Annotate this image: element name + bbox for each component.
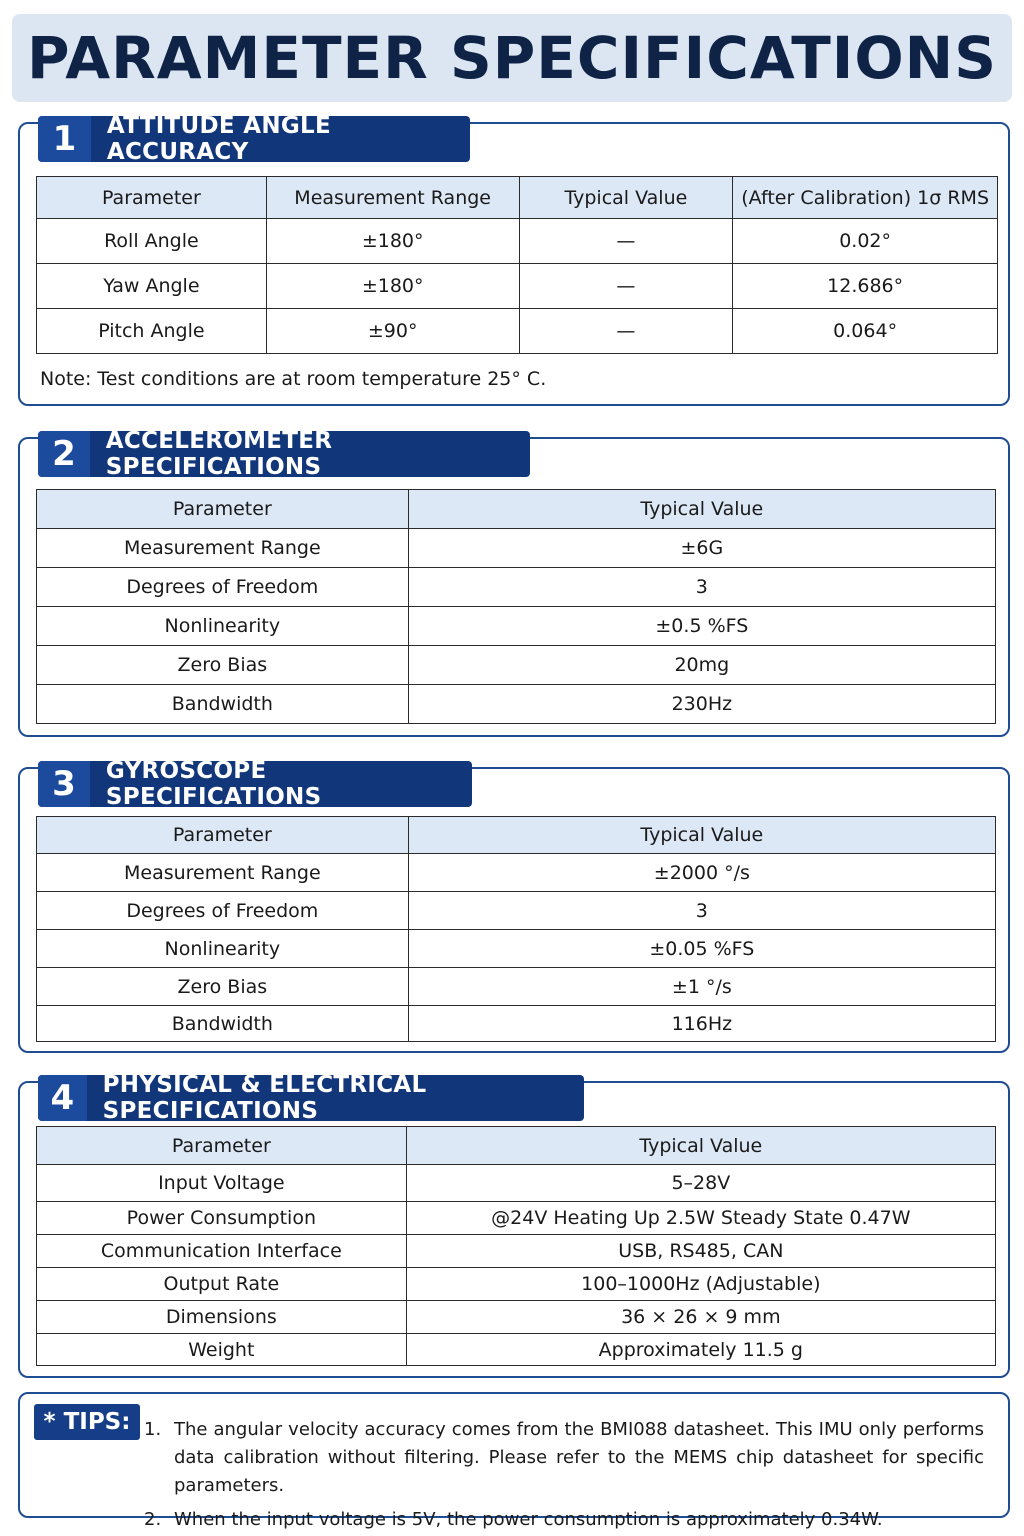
table-cell: USB, RS485, CAN bbox=[406, 1235, 995, 1268]
table-header-row bbox=[37, 490, 996, 529]
table-cell: Measurement Range bbox=[37, 529, 409, 568]
table-row bbox=[37, 1268, 996, 1301]
attitude-table bbox=[36, 176, 998, 354]
table-cell: ±180° bbox=[266, 264, 519, 309]
table-row bbox=[37, 930, 996, 968]
table-row bbox=[37, 646, 996, 685]
table-cell: ±90° bbox=[266, 309, 519, 354]
table-cell: Zero Bias bbox=[37, 646, 409, 685]
column-header: Parameter bbox=[37, 490, 409, 529]
table-cell: — bbox=[519, 219, 733, 264]
table-cell: 20mg bbox=[408, 646, 995, 685]
section-number: 1 bbox=[38, 116, 91, 162]
physical-electrical-table bbox=[36, 1126, 996, 1366]
table-row bbox=[37, 219, 998, 264]
table-row bbox=[37, 1235, 996, 1268]
tip-number: 1. bbox=[144, 1419, 162, 1440]
column-header: Parameter bbox=[37, 177, 267, 219]
table-cell: Communication Interface bbox=[37, 1235, 407, 1268]
table-cell: Zero Bias bbox=[37, 968, 409, 1006]
column-header: Typical Value bbox=[406, 1127, 995, 1165]
tips-label: * TIPS: bbox=[34, 1404, 140, 1440]
table-cell: @24V Heating Up 2.5W Steady State 0.47W bbox=[406, 1202, 995, 1235]
table-cell: Degrees of Freedom bbox=[37, 568, 409, 607]
table-cell: 100–1000Hz (Adjustable) bbox=[406, 1268, 995, 1301]
table-cell: ±180° bbox=[266, 219, 519, 264]
section-header bbox=[38, 1072, 584, 1124]
table-cell: 0.02° bbox=[733, 219, 998, 264]
table-row bbox=[37, 568, 996, 607]
table-row bbox=[37, 1301, 996, 1334]
table-row bbox=[37, 892, 996, 930]
section-header bbox=[38, 113, 470, 165]
tip-number: 2. bbox=[144, 1509, 162, 1530]
section-gyroscope bbox=[18, 758, 1010, 1053]
table-cell: ±2000 °/s bbox=[408, 854, 995, 892]
table-header-row bbox=[37, 1127, 996, 1165]
table-row bbox=[37, 968, 996, 1006]
table-row bbox=[37, 309, 998, 354]
section-title: GYROSCOPE SPECIFICATIONS bbox=[105, 758, 322, 810]
table-cell: Measurement Range bbox=[37, 854, 409, 892]
tip-text: The angular velocity accuracy comes from the BMI088 datasheet. This IMU only performs data calibration without filtering. Please refer to the MEMS chip datasheet for specific parameters. bbox=[174, 1419, 984, 1496]
column-header: Typical Value bbox=[408, 817, 995, 854]
table-cell: Output Rate bbox=[37, 1268, 407, 1301]
section-header bbox=[38, 758, 472, 810]
table-cell: ±6G bbox=[408, 529, 995, 568]
table-cell: — bbox=[519, 264, 733, 309]
column-header: (After Calibration) 1σ RMS bbox=[733, 177, 998, 219]
table-cell: ±1 °/s bbox=[408, 968, 995, 1006]
table-cell: Bandwidth bbox=[37, 685, 409, 724]
test-conditions-note: Note: Test conditions are at room temperature 25° C. bbox=[40, 368, 547, 390]
section-accelerometer bbox=[18, 428, 1010, 737]
section-number: 4 bbox=[38, 1075, 87, 1121]
table-cell: Power Consumption bbox=[37, 1202, 407, 1235]
table-cell: Nonlinearity bbox=[37, 930, 409, 968]
table-cell: Pitch Angle bbox=[37, 309, 267, 354]
table-cell: Roll Angle bbox=[37, 219, 267, 264]
section-number: 2 bbox=[38, 431, 90, 477]
table-cell: 230Hz bbox=[408, 685, 995, 724]
table-cell: Approximately 11.5 g bbox=[406, 1334, 995, 1366]
table-cell: Bandwidth bbox=[37, 1006, 409, 1042]
table-cell: Input Voltage bbox=[37, 1165, 407, 1202]
table-cell: Dimensions bbox=[37, 1301, 407, 1334]
table-cell: 5–28V bbox=[406, 1165, 995, 1202]
tip-item bbox=[144, 1506, 984, 1534]
table-row bbox=[37, 854, 996, 892]
tips-box bbox=[18, 1392, 1010, 1530]
accelerometer-table bbox=[36, 489, 996, 724]
table-row bbox=[37, 1006, 996, 1042]
table-cell: 116Hz bbox=[408, 1006, 995, 1042]
section-physical-electrical bbox=[18, 1072, 1010, 1378]
table-row bbox=[37, 1202, 996, 1235]
table-cell: 36 × 26 × 9 mm bbox=[406, 1301, 995, 1334]
table-header-row bbox=[37, 817, 996, 854]
table-cell: 12.686° bbox=[733, 264, 998, 309]
table-header-row bbox=[37, 177, 998, 219]
table-cell: ±0.5 %FS bbox=[408, 607, 995, 646]
page-title: PARAMETER SPECIFICATIONS bbox=[27, 24, 997, 92]
table-cell: ±0.05 %FS bbox=[408, 930, 995, 968]
table-row bbox=[37, 1334, 996, 1366]
tips-list bbox=[144, 1416, 984, 1536]
table-row bbox=[37, 685, 996, 724]
table-cell: Degrees of Freedom bbox=[37, 892, 409, 930]
section-title: ATTITUDE ANGLE ACCURACY bbox=[106, 113, 332, 165]
gyroscope-table bbox=[36, 816, 996, 1042]
section-title: PHYSICAL & ELECTRICAL SPECIFICATIONS bbox=[102, 1072, 427, 1124]
section-title: ACCELEROMETER SPECIFICATIONS bbox=[105, 428, 333, 480]
column-header: Measurement Range bbox=[266, 177, 519, 219]
table-cell: 3 bbox=[408, 892, 995, 930]
section-header bbox=[38, 428, 530, 480]
table-cell: 3 bbox=[408, 568, 995, 607]
title-banner bbox=[12, 14, 1012, 102]
section-number: 3 bbox=[38, 761, 90, 807]
column-header: Typical Value bbox=[408, 490, 995, 529]
table-cell: — bbox=[519, 309, 733, 354]
table-row bbox=[37, 529, 996, 568]
table-row bbox=[37, 607, 996, 646]
tip-item bbox=[144, 1416, 984, 1500]
table-cell: Yaw Angle bbox=[37, 264, 267, 309]
table-row bbox=[37, 1165, 996, 1202]
table-cell: 0.064° bbox=[733, 309, 998, 354]
tip-text: When the input voltage is 5V, the power consumption is approximately 0.34W. bbox=[174, 1509, 883, 1530]
column-header: Parameter bbox=[37, 1127, 407, 1165]
table-row bbox=[37, 264, 998, 309]
column-header: Parameter bbox=[37, 817, 409, 854]
section-attitude-angle bbox=[18, 113, 1010, 406]
table-cell: Weight bbox=[37, 1334, 407, 1366]
table-cell: Nonlinearity bbox=[37, 607, 409, 646]
column-header: Typical Value bbox=[519, 177, 733, 219]
